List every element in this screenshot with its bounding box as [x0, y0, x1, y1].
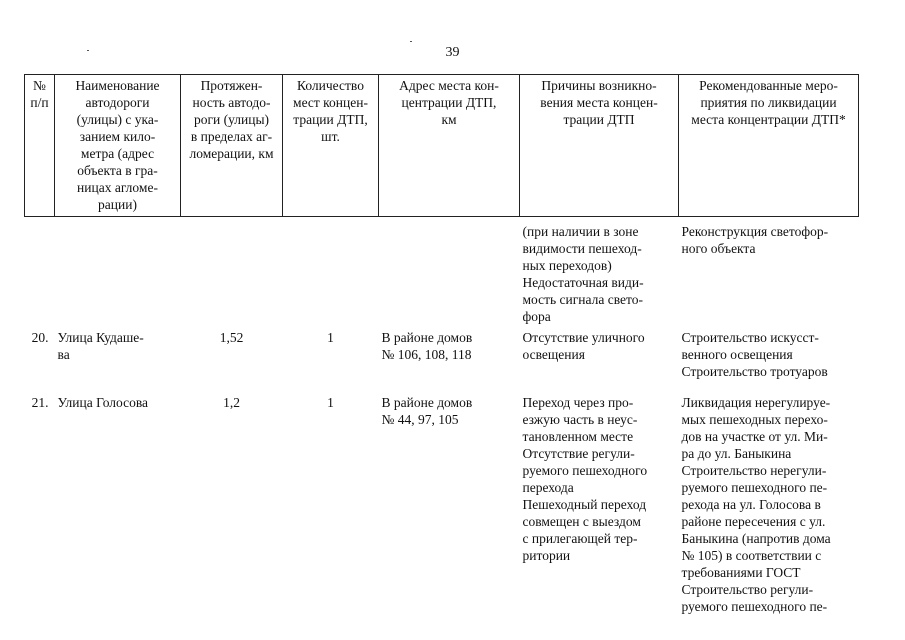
header-count: Количество мест концен- трации ДТП, шт. [283, 75, 379, 217]
row-measures: Строительство искусст- венного освещения Строительство тротуаров [681, 330, 828, 379]
row-count: 1 [327, 330, 334, 345]
row-road-name: Улица Голосова [57, 395, 149, 410]
row-num: 20. [31, 330, 49, 345]
header-road-name: Наименование автодороги (улицы) с ука- занием кило- метра (адрес объекта в гра- ницах агломе- рации) [55, 75, 181, 217]
table-row [25, 325, 859, 380]
scan-speck [87, 50, 89, 51]
table-row [25, 223, 859, 325]
scan-speck [410, 41, 412, 42]
table-row [25, 380, 859, 615]
header-length: Протяжен- ность автодо- роги (улицы) в пределах аг- ломерации, км [181, 75, 283, 217]
row-measures: Ликвидация нерегулируе- мых пешеходных перехо- дов на участке от ул. Ми- ра до ул. Баныкина Строительство нерегули- руемого пешеходного пе- рехода на ул. Голосова в районе пересечения с ул. Баныкина (напротив дома № 105) в соответствии с требованиями ГОСТ Строительство регули- руемого пешеходного пе- [681, 395, 831, 614]
row-causes: (при наличии в зоне видимости пешеход- ных переходов) Недостаточная види- мость сигнала свето- фора [522, 224, 644, 324]
row-length: 1,2 [223, 395, 240, 410]
header-causes: Причины возникно- вения места концен- трации ДТП [520, 75, 679, 217]
row-causes: Переход через про- езжую часть в неус- тановленном месте Отсутствие регули- руемого пешеходного перехода Пешеходный переход совмещен с выездом с прилегающей тер- ритории [522, 395, 648, 563]
row-length [181, 223, 283, 325]
row-count: 1 [327, 395, 334, 410]
header-num: № п/п [25, 75, 55, 217]
row-num: 21. [31, 395, 49, 410]
dtp-concentration-table [24, 74, 859, 615]
row-num [25, 223, 55, 325]
row-road-name: Улица Кудаше- ва [57, 330, 144, 362]
row-address: В районе домов № 44, 97, 105 [381, 395, 473, 427]
header-measures: Рекомендованные меро- приятия по ликвидации места концентрации ДТП* [679, 75, 859, 217]
page-number: 39 [445, 45, 460, 60]
row-causes: Отсутствие уличного освещения [522, 330, 645, 362]
row-count [283, 223, 379, 325]
table-header-row [25, 75, 859, 217]
row-address [379, 223, 520, 325]
header-address: Адрес места кон- центрации ДТП, км [379, 75, 520, 217]
row-length: 1,52 [219, 330, 244, 345]
row-address: В районе домов № 106, 108, 118 [381, 330, 473, 362]
row-road-name [55, 223, 181, 325]
row-measures: Реконструкция светофор- ного объекта [681, 224, 829, 256]
